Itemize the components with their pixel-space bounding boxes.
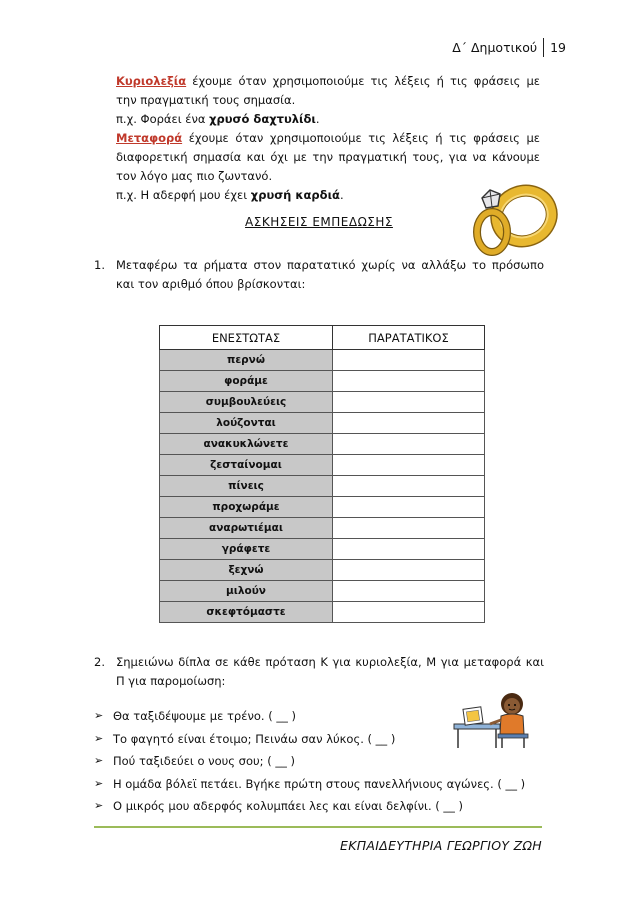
footer-divider	[94, 826, 542, 828]
literal-term: Κυριολεξία	[116, 74, 187, 88]
bullet-arrow-icon: ➢	[94, 776, 104, 790]
table-row	[160, 455, 485, 476]
verb-cell: συμβουλεύεις	[160, 392, 333, 413]
list-item	[94, 728, 554, 751]
present-tense-header: ΕΝΕΣΤΩΤΑΣ	[160, 326, 333, 350]
table-header-row	[160, 326, 485, 350]
answer-cell[interactable]	[333, 518, 485, 539]
answer-cell[interactable]	[333, 497, 485, 518]
section-title-text: ΑΣΚΗΣΕΙΣ ΕΜΠΕΔΩΣΗΣ	[245, 215, 393, 229]
table-row	[160, 518, 485, 539]
verb-cell: προχωράμε	[160, 497, 333, 518]
page-number: 19	[550, 40, 566, 55]
bullet-arrow-icon: ➢	[94, 731, 104, 745]
sentence-text: Η ομάδα βόλεϊ πετάει. Βγήκε πρώτη στους πανελλήνιους αγώνες. ( __ )	[113, 776, 526, 791]
bullet-arrow-icon: ➢	[94, 799, 104, 812]
answer-cell[interactable]	[333, 539, 485, 560]
bullet-arrow-icon: ➢	[94, 754, 104, 767]
sentence-list	[94, 705, 554, 818]
metaphor-definition	[116, 129, 540, 186]
answer-cell[interactable]	[333, 392, 485, 413]
verb-cell: αναρωτιέμαι	[160, 518, 333, 539]
verb-cell: φοράμε	[160, 371, 333, 392]
table-row	[160, 350, 485, 371]
verb-cell: ξεχνώ	[160, 560, 333, 581]
list-item	[94, 795, 554, 818]
literal-definition	[116, 72, 540, 110]
answer-cell[interactable]	[333, 455, 485, 476]
list-item	[94, 750, 554, 773]
table-row	[160, 392, 485, 413]
metaphor-example-pre: π.χ. Η αδερφή μου έχει	[116, 188, 251, 202]
metaphor-def-text: έχουμε όταν χρησιμοποιούμε τις λέξεις ή τις φράσεις με διαφορετική σημασία και όχι με την πραγματική τους, για να κάνουμε τον λόγο μας πιο ζωντανό.	[116, 131, 540, 183]
exercise-1-text: Μεταφέρω τα ρήματα στον παρατατικό χωρίς να αλλάξω το πρόσωπο και τον αριθμό όπου βρίσκονται:	[116, 258, 544, 291]
list-item	[94, 705, 554, 728]
metaphor-example-post: .	[339, 188, 344, 202]
answer-cell[interactable]	[333, 602, 485, 623]
sentence-text: Το φαγητό είναι έτοιμο; Πεινάω σαν λύκος. ( __ )	[113, 731, 396, 746]
metaphor-example-bold: χρυσή καρδιά	[250, 188, 340, 202]
table-row	[160, 560, 485, 581]
metaphor-term: Μεταφορά	[116, 131, 183, 145]
answer-cell[interactable]	[333, 371, 485, 392]
exercise-1-number: 1.	[94, 258, 105, 272]
page-header	[452, 38, 566, 57]
verb-cell: πίνεις	[160, 476, 333, 497]
list-item	[94, 773, 554, 796]
bullet-arrow-icon: ➢	[94, 709, 104, 722]
section-title	[0, 215, 638, 229]
exercise-1	[94, 256, 544, 294]
table-row	[160, 476, 485, 497]
literal-example-bold: χρυσό δαχτυλίδι	[209, 112, 316, 126]
answer-cell[interactable]	[333, 476, 485, 497]
exercise-2-text: Σημειώνω δίπλα σε κάθε πρόταση Κ για κυριολεξία, Μ για μεταφορά και Π για παρομοίωση:	[116, 655, 544, 688]
verb-cell: ζεσταίνομαι	[160, 455, 333, 476]
answer-cell[interactable]	[333, 350, 485, 371]
answer-cell[interactable]	[333, 434, 485, 455]
sentence-text: Ο μικρός μου αδερφός κολυμπάει λες και είναι δελφίνι. ( __ )	[113, 799, 464, 813]
verb-cell: μιλούν	[160, 581, 333, 602]
verb-cell: σκεφτόμαστε	[160, 602, 333, 623]
verb-cell: περνώ	[160, 350, 333, 371]
table-row	[160, 371, 485, 392]
literal-def-text: έχουμε όταν χρησιμοποιούμε τις λέξεις ή τις φράσεις με την πραγματική τους σημασία.	[116, 74, 540, 107]
answer-cell[interactable]	[333, 413, 485, 434]
answer-cell[interactable]	[333, 560, 485, 581]
literal-example	[116, 110, 540, 129]
verb-table	[159, 325, 485, 623]
verb-cell: λούζονται	[160, 413, 333, 434]
table-row	[160, 539, 485, 560]
sentence-text: Πού ταξιδεύει ο νους σου; ( __ )	[113, 754, 295, 768]
sentence-text: Θα ταξιδέψουμε με τρένο. ( __ )	[113, 709, 296, 723]
exercise-2-number: 2.	[94, 655, 105, 669]
table-row	[160, 497, 485, 518]
verb-cell: γράφετε	[160, 539, 333, 560]
grade-label: Δ΄ Δημοτικού	[452, 38, 544, 57]
table-row	[160, 581, 485, 602]
literal-example-pre: π.χ. Φοράει ένα	[116, 112, 210, 126]
verb-cell: ανακυκλώνετε	[160, 434, 333, 455]
table-row	[160, 602, 485, 623]
past-continuous-header: ΠΑΡΑΤΑΤΙΚΟΣ	[333, 326, 485, 350]
literal-example-post: .	[315, 112, 320, 126]
table-row	[160, 413, 485, 434]
exercise-2	[94, 653, 544, 691]
table-row	[160, 434, 485, 455]
answer-cell[interactable]	[333, 581, 485, 602]
footer-author: ΕΚΠΑΙΔΕΥΤΗΡΙΑ ΓΕΩΡΓΙΟΥ ΖΩΗ	[340, 838, 542, 853]
